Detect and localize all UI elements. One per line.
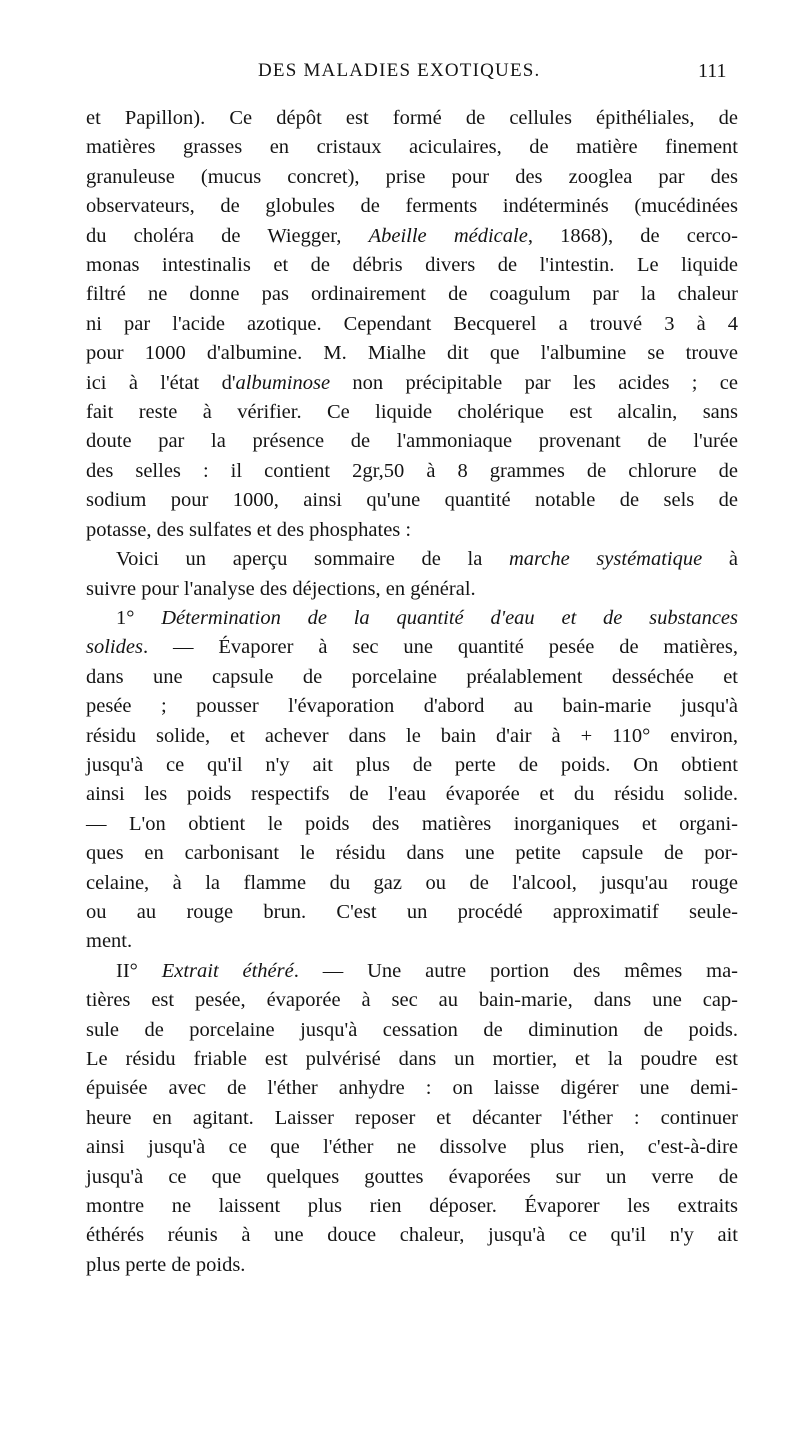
- text-line: [86, 1016, 738, 1045]
- text-run: . — Une autre portion des mêmes ma-: [293, 959, 739, 982]
- text-run: fait reste à vérifier. Ce liquide cholérique est alcalin, sans: [86, 401, 738, 424]
- text-line: [86, 1192, 738, 1221]
- body-text: [86, 104, 738, 1280]
- text-line: [86, 692, 738, 721]
- text-run: résidu solide, et achever dans le bain d'air à + 110° environ,: [86, 724, 738, 747]
- text-line: [86, 839, 738, 868]
- text-line: [86, 1133, 738, 1162]
- text-run: . — Évaporer à sec une quantité pesée de matières,: [142, 636, 738, 659]
- text-line: [86, 898, 738, 927]
- text-run: et Papillon). Ce dépôt est formé de cellules épithéliales, de: [86, 107, 738, 129]
- text-run: ou au rouge brun. C'est un procédé approximatif seule-: [86, 900, 738, 923]
- text-run: du choléra de Wiegger,: [86, 224, 369, 247]
- text-run: pour 1000 d'albumine. M. Mialhe dit que l'albumine se trouve: [86, 342, 738, 365]
- text-line: [86, 339, 738, 368]
- italic-run: Détermination de la quantité d'eau et de substances: [161, 606, 739, 629]
- text-line: [86, 1163, 738, 1192]
- text-run: Le résidu friable est pulvérisé dans un mortier, et la poudre est: [86, 1048, 738, 1070]
- text-line: [86, 780, 738, 809]
- text-run: sule de porcelaine jusqu'à cessation de diminution de poids.: [86, 1018, 738, 1041]
- text-run: heure en agitant. Laisser reposer et décanter l'éther : continuer: [86, 1106, 738, 1129]
- text-line: [86, 1074, 738, 1103]
- text-run: sodium pour 1000, ainsi qu'une quantité notable de sels de: [86, 489, 738, 512]
- text-run: tières est pesée, évaporée à sec au bain-marie, dans une cap-: [86, 989, 738, 1012]
- text-run: ainsi les poids respectifs de l'eau évaporée et du résidu solide.: [86, 783, 738, 806]
- text-line: [86, 486, 738, 515]
- text-run: Voici un aperçu sommaire de la: [116, 548, 509, 571]
- text-run: ques en carbonisant le résidu dans une petite capsule de por-: [86, 842, 738, 865]
- text-line: [86, 1045, 738, 1074]
- text-run: , 1868), de cerco-: [527, 224, 738, 247]
- text-run: filtré ne donne pas ordinairement de coagulum par la chaleur: [86, 283, 738, 306]
- text-run: celaine, à la flamme du gaz ou de l'alcool, jusqu'au rouge: [86, 871, 738, 894]
- text-line: [86, 104, 738, 133]
- text-line: [86, 751, 738, 780]
- text-line: [86, 310, 738, 339]
- text-line: [86, 133, 738, 162]
- text-line: [86, 1221, 738, 1250]
- text-run: — L'on obtient le poids des matières inorganiques et organi-: [86, 812, 738, 835]
- text-run: granuleuse (mucus concret), prise pour des zooglea par des: [86, 165, 738, 188]
- italic-run: Extrait éthéré: [161, 959, 294, 982]
- italic-run: solides: [86, 636, 143, 659]
- text-line: [86, 957, 738, 986]
- text-run: doute par la présence de l'ammoniaque provenant de l'urée: [86, 430, 738, 453]
- text-run: à: [702, 548, 738, 571]
- text-run: matières grasses en cristaux aciculaires, de matière finement: [86, 136, 738, 159]
- text-run: potasse, des sulfates et des phosphates :: [86, 518, 412, 541]
- italic-run: marche systématique: [508, 548, 703, 571]
- italic-run: Abeille médicale: [368, 224, 528, 247]
- text-run: 1°: [116, 606, 162, 629]
- text-run: ainsi jusqu'à ce que l'éther ne dissolve plus rien, c'est-à-dire: [86, 1136, 738, 1159]
- text-run: épuisée avec de l'éther anhydre : on laisse digérer une demi-: [86, 1077, 738, 1100]
- text-line: [86, 810, 738, 839]
- text-line: [86, 251, 738, 280]
- text-line: [86, 457, 738, 486]
- text-line: [86, 663, 738, 692]
- text-run: montre ne laissent plus rien déposer. Évaporer les extraits: [86, 1195, 738, 1218]
- text-run: non précipitable par les acides ; ce: [330, 371, 738, 394]
- running-head: [0, 60, 800, 100]
- text-line: [86, 545, 738, 574]
- text-line: [86, 869, 738, 898]
- text-run: jusqu'à ce qu'il n'y ait plus de perte de poids. On obtient: [86, 753, 738, 776]
- text-line: [86, 516, 738, 545]
- page-number: 111: [698, 60, 727, 82]
- text-run: suivre pour l'analyse des déjections, en général.: [86, 577, 476, 600]
- text-line: [86, 575, 738, 604]
- italic-run: albuminose: [235, 371, 331, 394]
- text-line: [86, 163, 738, 192]
- text-run: éthérés réunis à une douce chaleur, jusqu'à ce qu'il n'y ait: [86, 1224, 738, 1247]
- text-run: plus perte de poids.: [86, 1253, 246, 1276]
- running-head-title: DES MALADIES EXOTIQUES.: [258, 60, 541, 81]
- text-line: [86, 927, 738, 956]
- text-run: ni par l'acide azotique. Cependant Becquerel a trouvé 3 à 4: [86, 312, 738, 335]
- text-line: [86, 1104, 738, 1133]
- text-line: [86, 722, 738, 751]
- text-line: [86, 369, 738, 398]
- text-line: [86, 986, 738, 1015]
- text-line: [86, 604, 738, 633]
- text-run: monas intestinalis et de débris divers de l'intestin. Le liquide: [86, 254, 738, 277]
- text-run: des selles : il contient 2gr,50 à 8 grammes de chlorure de: [86, 459, 738, 482]
- text-run: II°: [116, 959, 162, 982]
- text-run: jusqu'à ce que quelques gouttes évaporées sur un verre de: [86, 1165, 738, 1188]
- text-line: [86, 427, 738, 456]
- text-run: observateurs, de globules de ferments indéterminés (mucédinées: [86, 195, 738, 218]
- text-line: [86, 398, 738, 427]
- text-run: dans une capsule de porcelaine préalablement desséchée et: [86, 665, 738, 688]
- text-line: [86, 633, 738, 662]
- text-line: [86, 1251, 738, 1280]
- text-line: [86, 280, 738, 309]
- text-line: [86, 192, 738, 221]
- text-run: ment.: [86, 930, 133, 953]
- text-line: [86, 222, 738, 251]
- text-run: pesée ; pousser l'évaporation d'abord au bain-marie jusqu'à: [86, 695, 738, 718]
- text-run: ici à l'état d': [86, 371, 236, 394]
